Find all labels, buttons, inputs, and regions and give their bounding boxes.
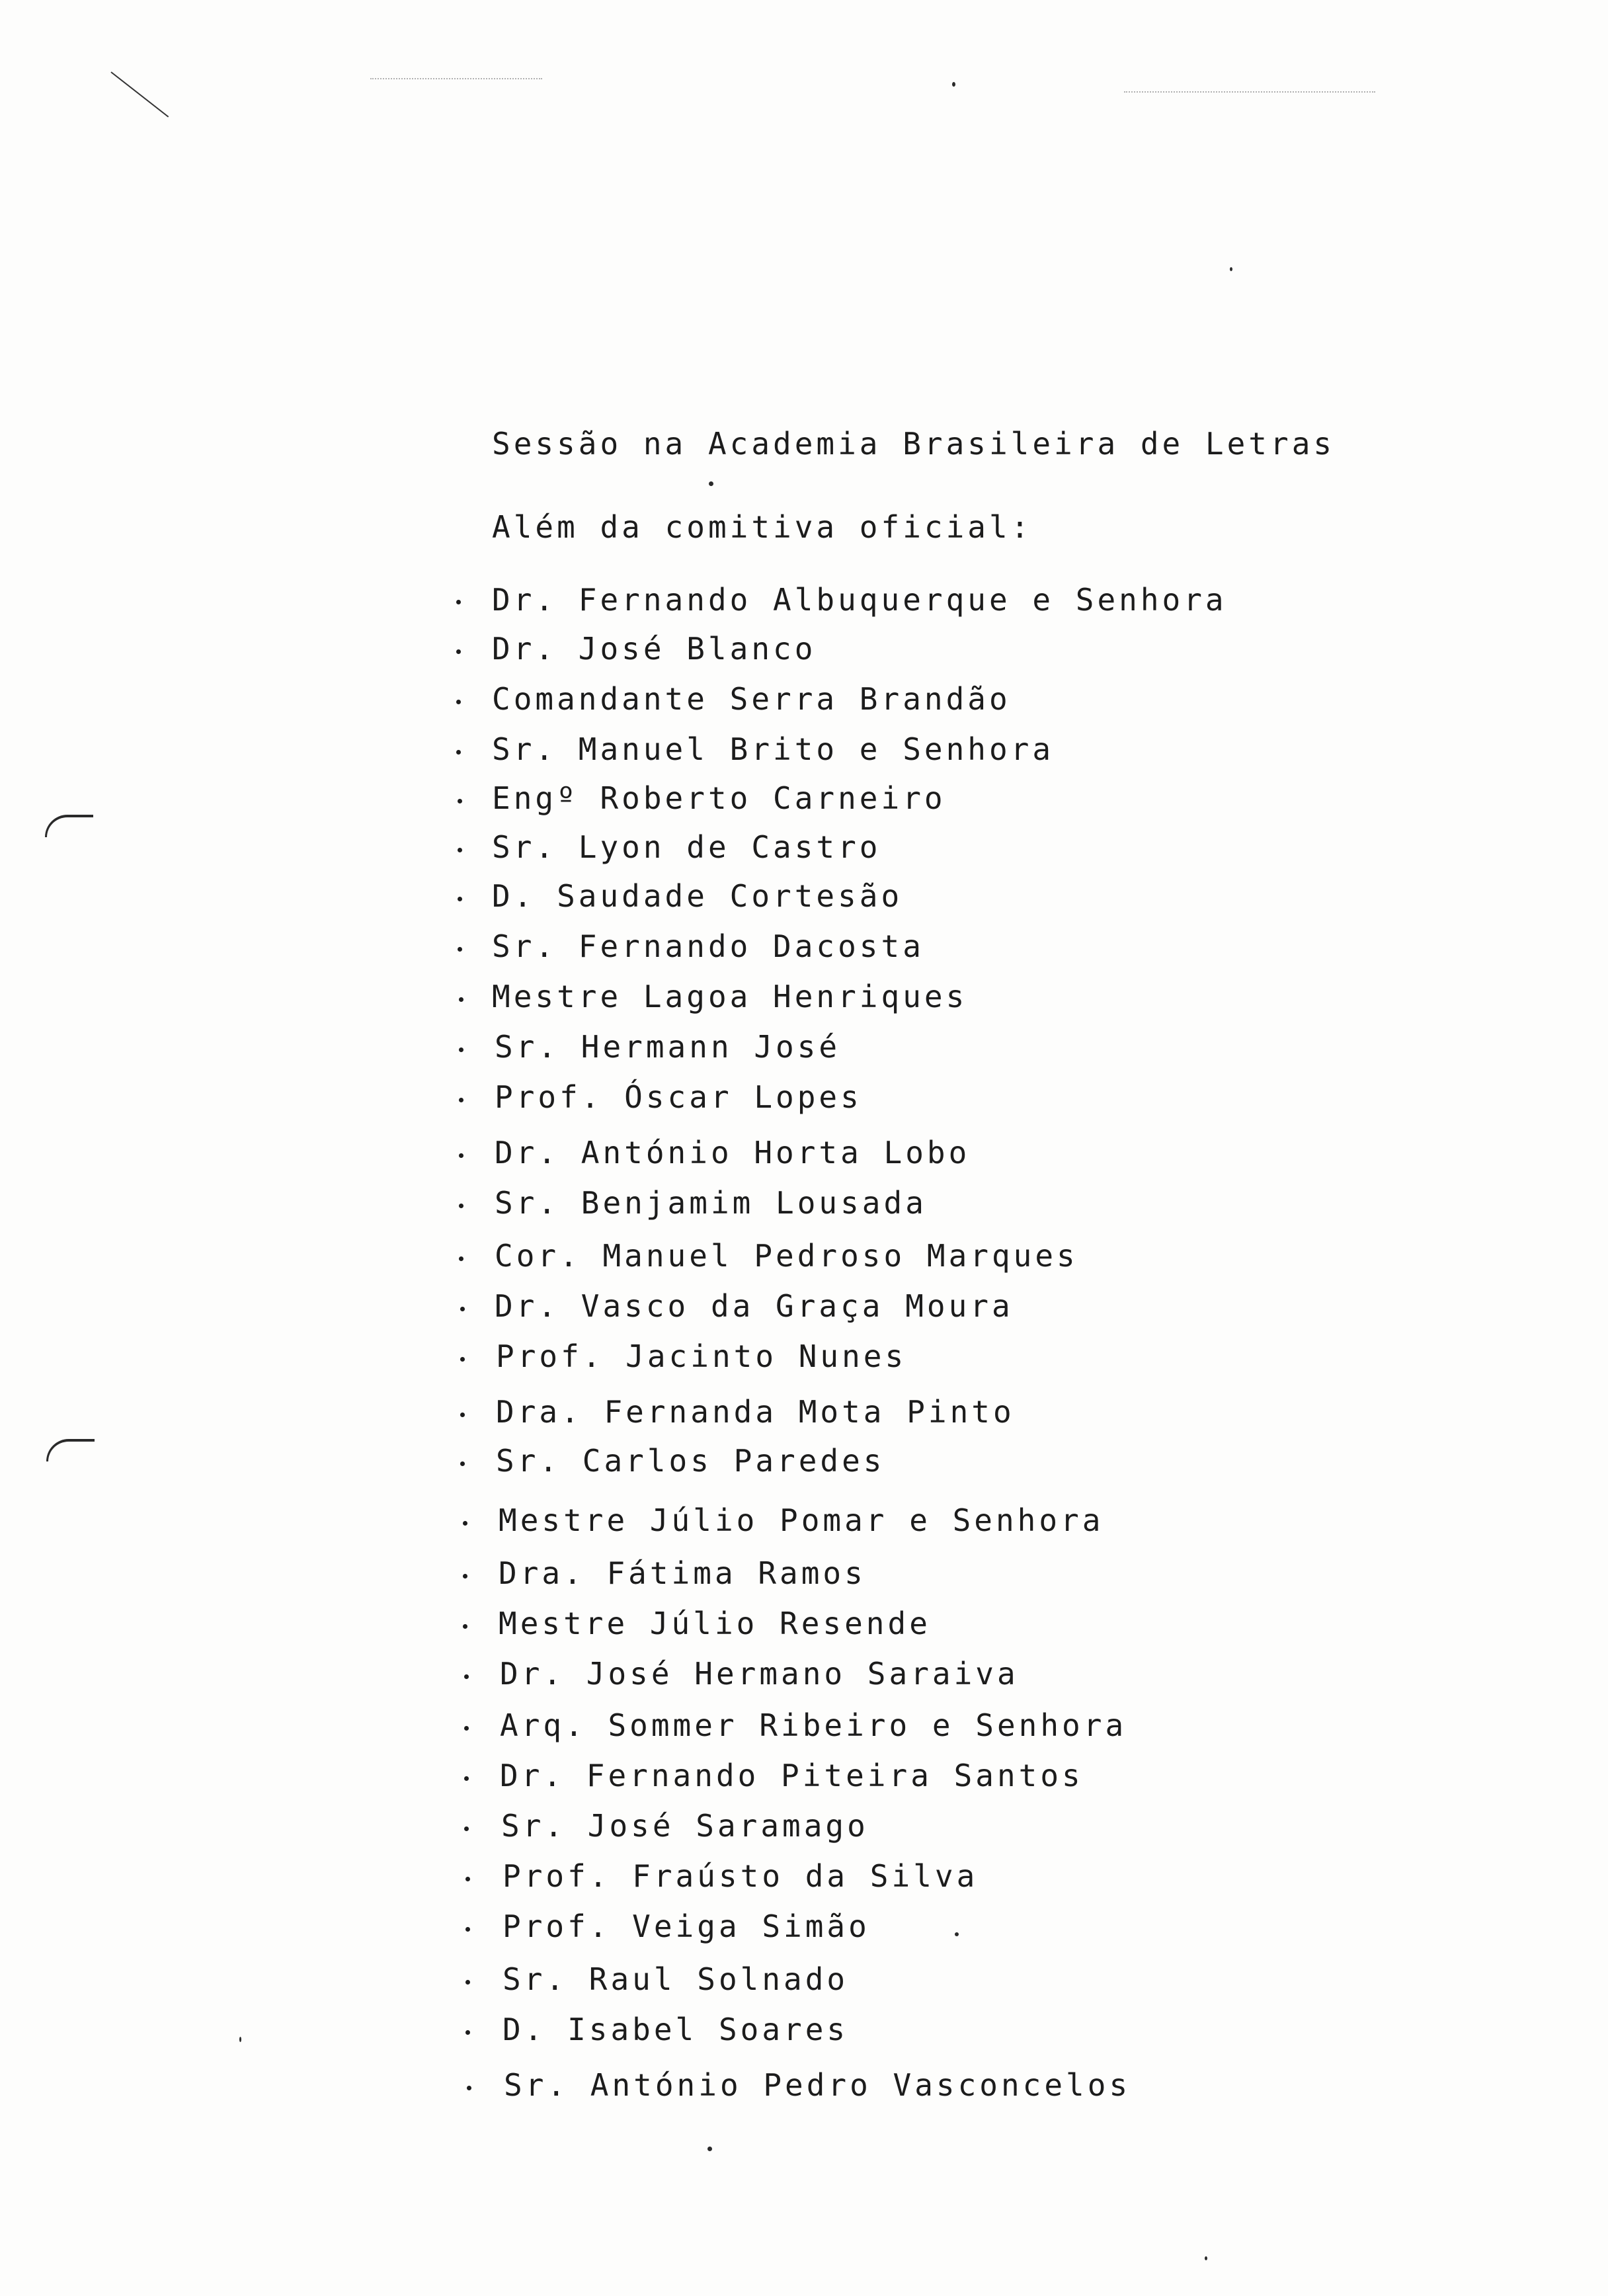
attendee-name: Dr. Fernando Albuquerque e Senhora: [492, 582, 1227, 618]
bullet: [467, 2086, 471, 2090]
attendee-name: Mestre Júlio Resende: [499, 1606, 931, 1641]
scan-speck: [1205, 2256, 1207, 2260]
attendee-name: D. Saudade Cortesão: [492, 878, 903, 914]
scan-speck: [239, 2037, 241, 2042]
bullet: [458, 897, 462, 901]
bullet: [456, 600, 461, 604]
scan-speck: [1230, 267, 1232, 271]
bullet: [464, 1674, 469, 1679]
attendee-name: Prof. Óscar Lopes: [495, 1079, 862, 1115]
bullet: [458, 947, 462, 952]
attendee-name: Prof. Jacinto Nunes: [496, 1338, 907, 1374]
attendee-name: Sr. Carlos Paredes: [496, 1443, 885, 1479]
attendee-name: Cor. Manuel Pedroso Marques: [495, 1238, 1078, 1274]
bullet: [459, 997, 463, 1002]
bullet: [460, 1461, 465, 1466]
attendee-name: Mestre Lagoa Henriques: [492, 979, 968, 1014]
bullet: [460, 1357, 465, 1362]
bullet: [464, 1726, 469, 1731]
attendee-name: Mestre Júlio Pomar e Senhora: [499, 1502, 1104, 1538]
document-title: Sessão na Academia Brasileira de Letras: [492, 426, 1336, 462]
bullet: [464, 1776, 469, 1781]
bullet: [460, 1307, 465, 1311]
bullet: [465, 1980, 470, 1985]
attendee-name: Prof. Veiga Simão: [502, 1908, 870, 1944]
punch-hole-mark: [46, 1439, 95, 1461]
attendee-name: Sr. Manuel Brito e Senhora: [492, 731, 1055, 767]
attendee-name: Sr. Fernando Dacosta: [492, 928, 924, 964]
attendee-name: Dr. Fernando Piteira Santos: [500, 1758, 1084, 1793]
scan-speck: [955, 1932, 959, 1936]
bullet: [465, 1927, 470, 1932]
attendee-name: Dr. José Blanco: [492, 631, 817, 667]
bullet: [464, 1826, 469, 1831]
attendee-name: Prof. Fraústo da Silva: [502, 1858, 979, 1894]
scan-artifact-top-left: [370, 78, 542, 81]
attendee-name: Sr. Benjamim Lousada: [495, 1185, 927, 1221]
pen-mark: [110, 71, 169, 117]
scan-speck: [952, 82, 955, 87]
bullet: [463, 1624, 467, 1629]
attendee-name: Dr. António Horta Lobo: [495, 1135, 971, 1170]
attendee-name: Sr. Hermann José: [495, 1029, 841, 1065]
attendee-name: Dra. Fernanda Mota Pinto: [496, 1394, 1015, 1430]
bullet: [456, 649, 461, 654]
bullet: [458, 799, 462, 803]
bullet: [465, 2030, 470, 2035]
attendee-name: Sr. Lyon de Castro: [492, 829, 881, 865]
bullet: [465, 1877, 470, 1881]
bullet: [460, 1413, 465, 1417]
scan-speck: [709, 481, 713, 486]
attendee-name: Sr. José Saramago: [501, 1808, 869, 1844]
attendee-name: Engº Roberto Carneiro: [492, 780, 946, 816]
attendee-name: Comandante Serra Brandão: [492, 681, 1011, 717]
bullet: [456, 700, 461, 704]
bullet: [459, 1047, 463, 1052]
bullet: [459, 1153, 463, 1158]
intro-line: Além da comitiva oficial:: [492, 509, 1033, 545]
scan-artifact-top-right: [1124, 91, 1375, 94]
attendee-name: Sr. António Pedro Vasconcelos: [504, 2067, 1131, 2103]
attendee-name: Arq. Sommer Ribeiro e Senhora: [500, 1707, 1127, 1743]
bullet: [463, 1521, 467, 1526]
bullet: [459, 1204, 463, 1208]
bullet: [456, 750, 461, 755]
attendee-name: Sr. Raul Solnado: [502, 1961, 849, 1997]
bullet: [463, 1574, 467, 1578]
attendee-name: D. Isabel Soares: [502, 2012, 849, 2047]
scan-speck: [707, 2147, 712, 2151]
attendee-name: Dr. Vasco da Graça Moura: [495, 1288, 1014, 1324]
bullet: [459, 1256, 463, 1261]
bullet: [459, 1098, 463, 1102]
punch-hole-mark: [45, 815, 93, 837]
attendee-name: Dra. Fátima Ramos: [499, 1555, 866, 1591]
attendee-name: Dr. José Hermano Saraiva: [500, 1656, 1019, 1692]
bullet: [458, 848, 462, 852]
